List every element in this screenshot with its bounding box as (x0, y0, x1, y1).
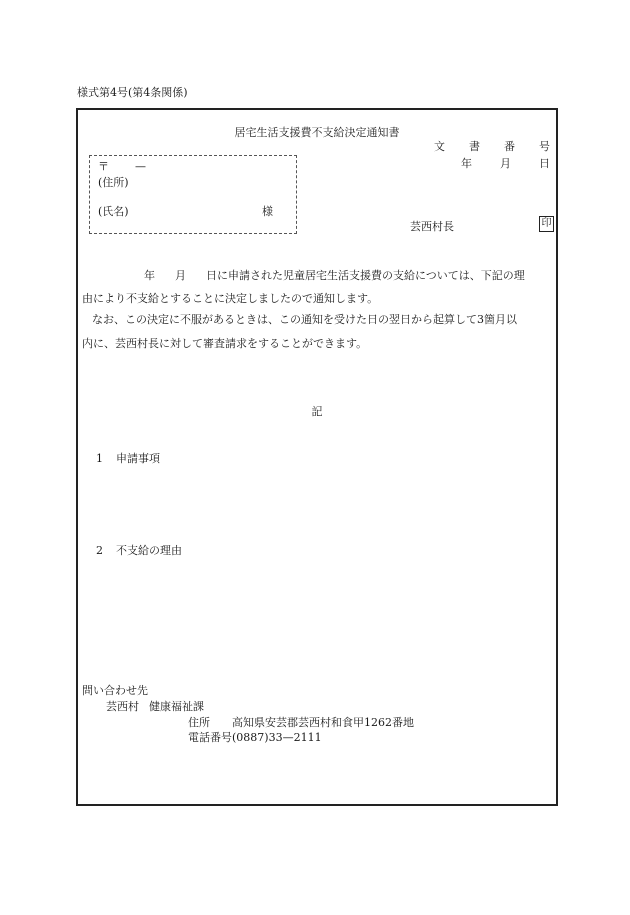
contact-address (188, 714, 414, 730)
postal-mark: 〒 (98, 160, 109, 173)
contact-dept-name: 健康福祉課 (149, 700, 204, 713)
document-number-field (410, 138, 550, 154)
doc-number-char: 文 (434, 140, 445, 153)
body-line-2: 由により不支給とすることに決定しましたので通知します。 (82, 292, 379, 305)
item-reason (96, 542, 182, 558)
address-label: (住所) (98, 176, 129, 189)
date-year: 年 (461, 157, 472, 170)
doc-number-char: 号 (539, 140, 550, 153)
item-number: 2 (96, 544, 103, 557)
item-label: 不支給の理由 (116, 544, 182, 557)
contact-village: 芸西村 (106, 700, 139, 713)
item-number: 1 (96, 452, 103, 465)
name-label: (氏名) (98, 205, 129, 218)
document-title: 居宅生活支援費不支給決定通知書 (234, 126, 400, 139)
contact-address-label: 住所 (188, 716, 210, 729)
body-line-4: 内に、芸西村長に対して審査請求をすることができます。 (82, 337, 368, 350)
issuer-name: 芸西村長 (410, 220, 454, 233)
date-day: 日 (539, 157, 550, 170)
body-month: 月 (175, 269, 186, 282)
item-label: 申請事項 (116, 452, 160, 465)
honorific: 様 (262, 205, 273, 218)
postal-dash: — (135, 160, 146, 173)
item-application (96, 450, 160, 466)
body-line-3: なお、この決定に不服があるときは、この通知を受けた日の翌日から起算して3箇月以 (92, 313, 517, 326)
contact-address-value: 高知県安芸郡芸西村和食甲1262番地 (232, 716, 414, 729)
date-month: 月 (500, 157, 511, 170)
notice-frame (76, 108, 558, 806)
postal-code-line (98, 158, 146, 174)
form-number-label: 様式第4号(第4条関係) (77, 86, 188, 99)
contact-heading: 問い合わせ先 (82, 684, 148, 697)
doc-number-char: 番 (504, 140, 515, 153)
contact-phone: 電話番号(0887)33—2111 (188, 731, 322, 744)
issue-date-field (433, 155, 550, 171)
body-year: 年 (144, 269, 155, 282)
body-line-1 (82, 267, 552, 283)
doc-number-char: 書 (469, 140, 480, 153)
recipient-address-box (89, 155, 297, 234)
seal-mark: 印 (539, 216, 554, 232)
body-line-1-text: 日に申請された児童居宅生活支援費の支給については、下記の理 (206, 269, 525, 282)
contact-department (106, 698, 204, 714)
ki-heading: 記 (311, 405, 323, 418)
